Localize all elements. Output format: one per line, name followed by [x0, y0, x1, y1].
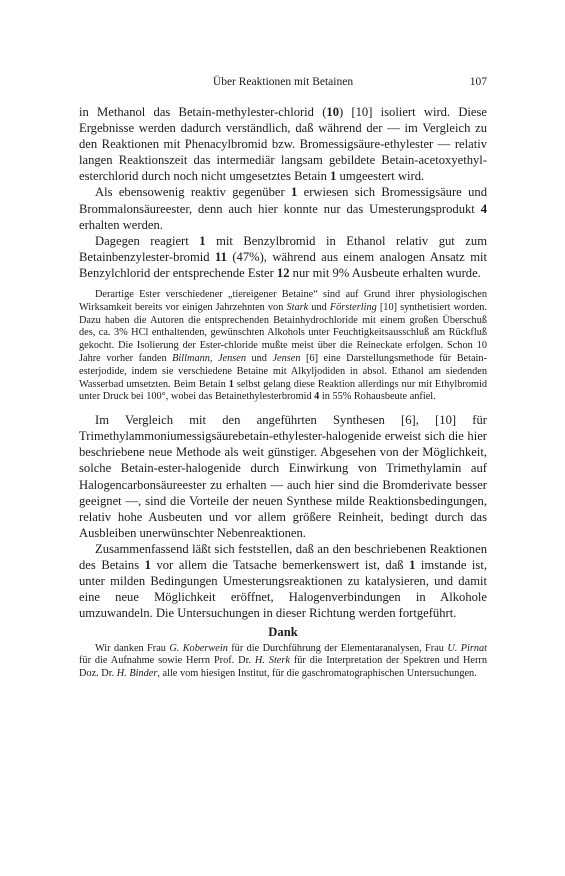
paragraph-2: Als ebensowenig reaktiv gegenüber 1 erwiesen sich Bromessigsäure und Brommalonsäureester, denn auch hier konnte nur das Umesterungsprodukt 4 erhalten werden.	[79, 185, 487, 232]
page-number: 107	[469, 76, 487, 88]
paragraph-5: Zusammenfassend läßt sich feststellen, daß an den beschriebenen Reaktionen des Betains 1 vor allem die Tatsache bemerkenswert ist, daß 1 imstande ist, unter milden Bedingungen Umesterungsreaktionen zu katalysieren, und damit eine neue Möglichkeit eröffnet, Halogenverbindungen in Alkohole umzuwandeln. Die Untersuchungen in dieser Richtung werden fortgeführt.	[79, 541, 487, 621]
paragraph-4: Im Vergleich mit den angeführten Synthesen [6], [10] für Trimethylammoniumessigsäurebetain-ethylester-halogenide erweist sich die hier beschriebene neue Methode als weit günstiger. Abgesehen von der Möglichkeit, solche Betain-ester-halogenide durch Einwirkung von Trimethylamin auf Halogencarbonsäureester zu erhalten — auch hier sind die Bromderivate besser geeignet —, sind die Vorteile der neuen Synthese milde Reaktionsbedingungen, relativ hohe Ausbeuten und vor allem größere Reinheit, bedingt durch das Ausbleiben unerwünschter Nebenreaktionen.	[79, 413, 487, 540]
acknowledgement-paragraph: Wir danken Frau G. Koberwein für die Durchführung der Elementaranalysen, Frau U. Pirnat für die Aufnahme sowie Herrn Prof. Dr. H. Sterk für die Interpretation der Spektren und Herrn Doz. Dr. H. Binder, alle vom hiesigen Institut, für die gaschromatographischen Untersuchungen.	[79, 642, 488, 680]
section-heading-dank: Dank	[268, 625, 298, 640]
small-print-paragraph: Derartige Ester verschiedener „tiereigener Betaine“ sind auf Grund ihrer physiologischen Wirksamkeit bereits vor einigen Jahrzehnten von Stark und Försterling [10] synthetisiert worden. Dazu haben die Autoren die entsprechenden Betainhydrochloride mit einem großen Überschuß des, ca. 3% HCl enthaltenden, gewünschten Alkohols unter Feuchtigkeitsausschluß am Rückfluß gekocht. Die Isolierung der Ester-chloride mußte meist über die Reineckate erfolgen. Schon 10 Jahre vorher fanden Billmann, Jensen und Jensen [6] eine Darstellungsmethode für Betain-esterjodide, indem sie verschiedene Betaine mit Alkyljodiden in absol. Ethanol am siedenden Wasserbad umsetzten. Beim Betain 1 selbst gelang diese Reaktion allerdings nur mit Ethylbromid unter Druck bei 100°, wobei das Betainethylesterbromid 4 in 55% Rohausbeute anfiel.	[79, 289, 487, 403]
article-body	[79, 104, 487, 681]
running-header	[79, 76, 487, 92]
paragraph-3: Dagegen reagiert 1 mit Benzylbromid in Ethanol relativ gut zum Betainbenzylester-bromid 11 (47%), während aus einem analogen Ansatz mit Benzylchlorid der entsprechende Ester 12 nur mit 9% Ausbeute erhalten wurde.	[79, 233, 488, 280]
running-title: Über Reaktionen mit Betainen	[212, 76, 354, 88]
paragraph-1: in Methanol das Betain-methylester-chlorid (10) [10] isoliert wird. Diese Ergebnisse werden dadurch verständlich, daß während der — im Vergleich zu den Reaktionen mit Phenacylbromid bzw. Bromessigsäure-ethylester — relativ langen Reaktionszeit das intermediär langsam gebildete Betain-acetoxyethyl-esterchlorid durch noch nicht umgesetztes Betain 1 umgeestert wird.	[79, 105, 487, 184]
